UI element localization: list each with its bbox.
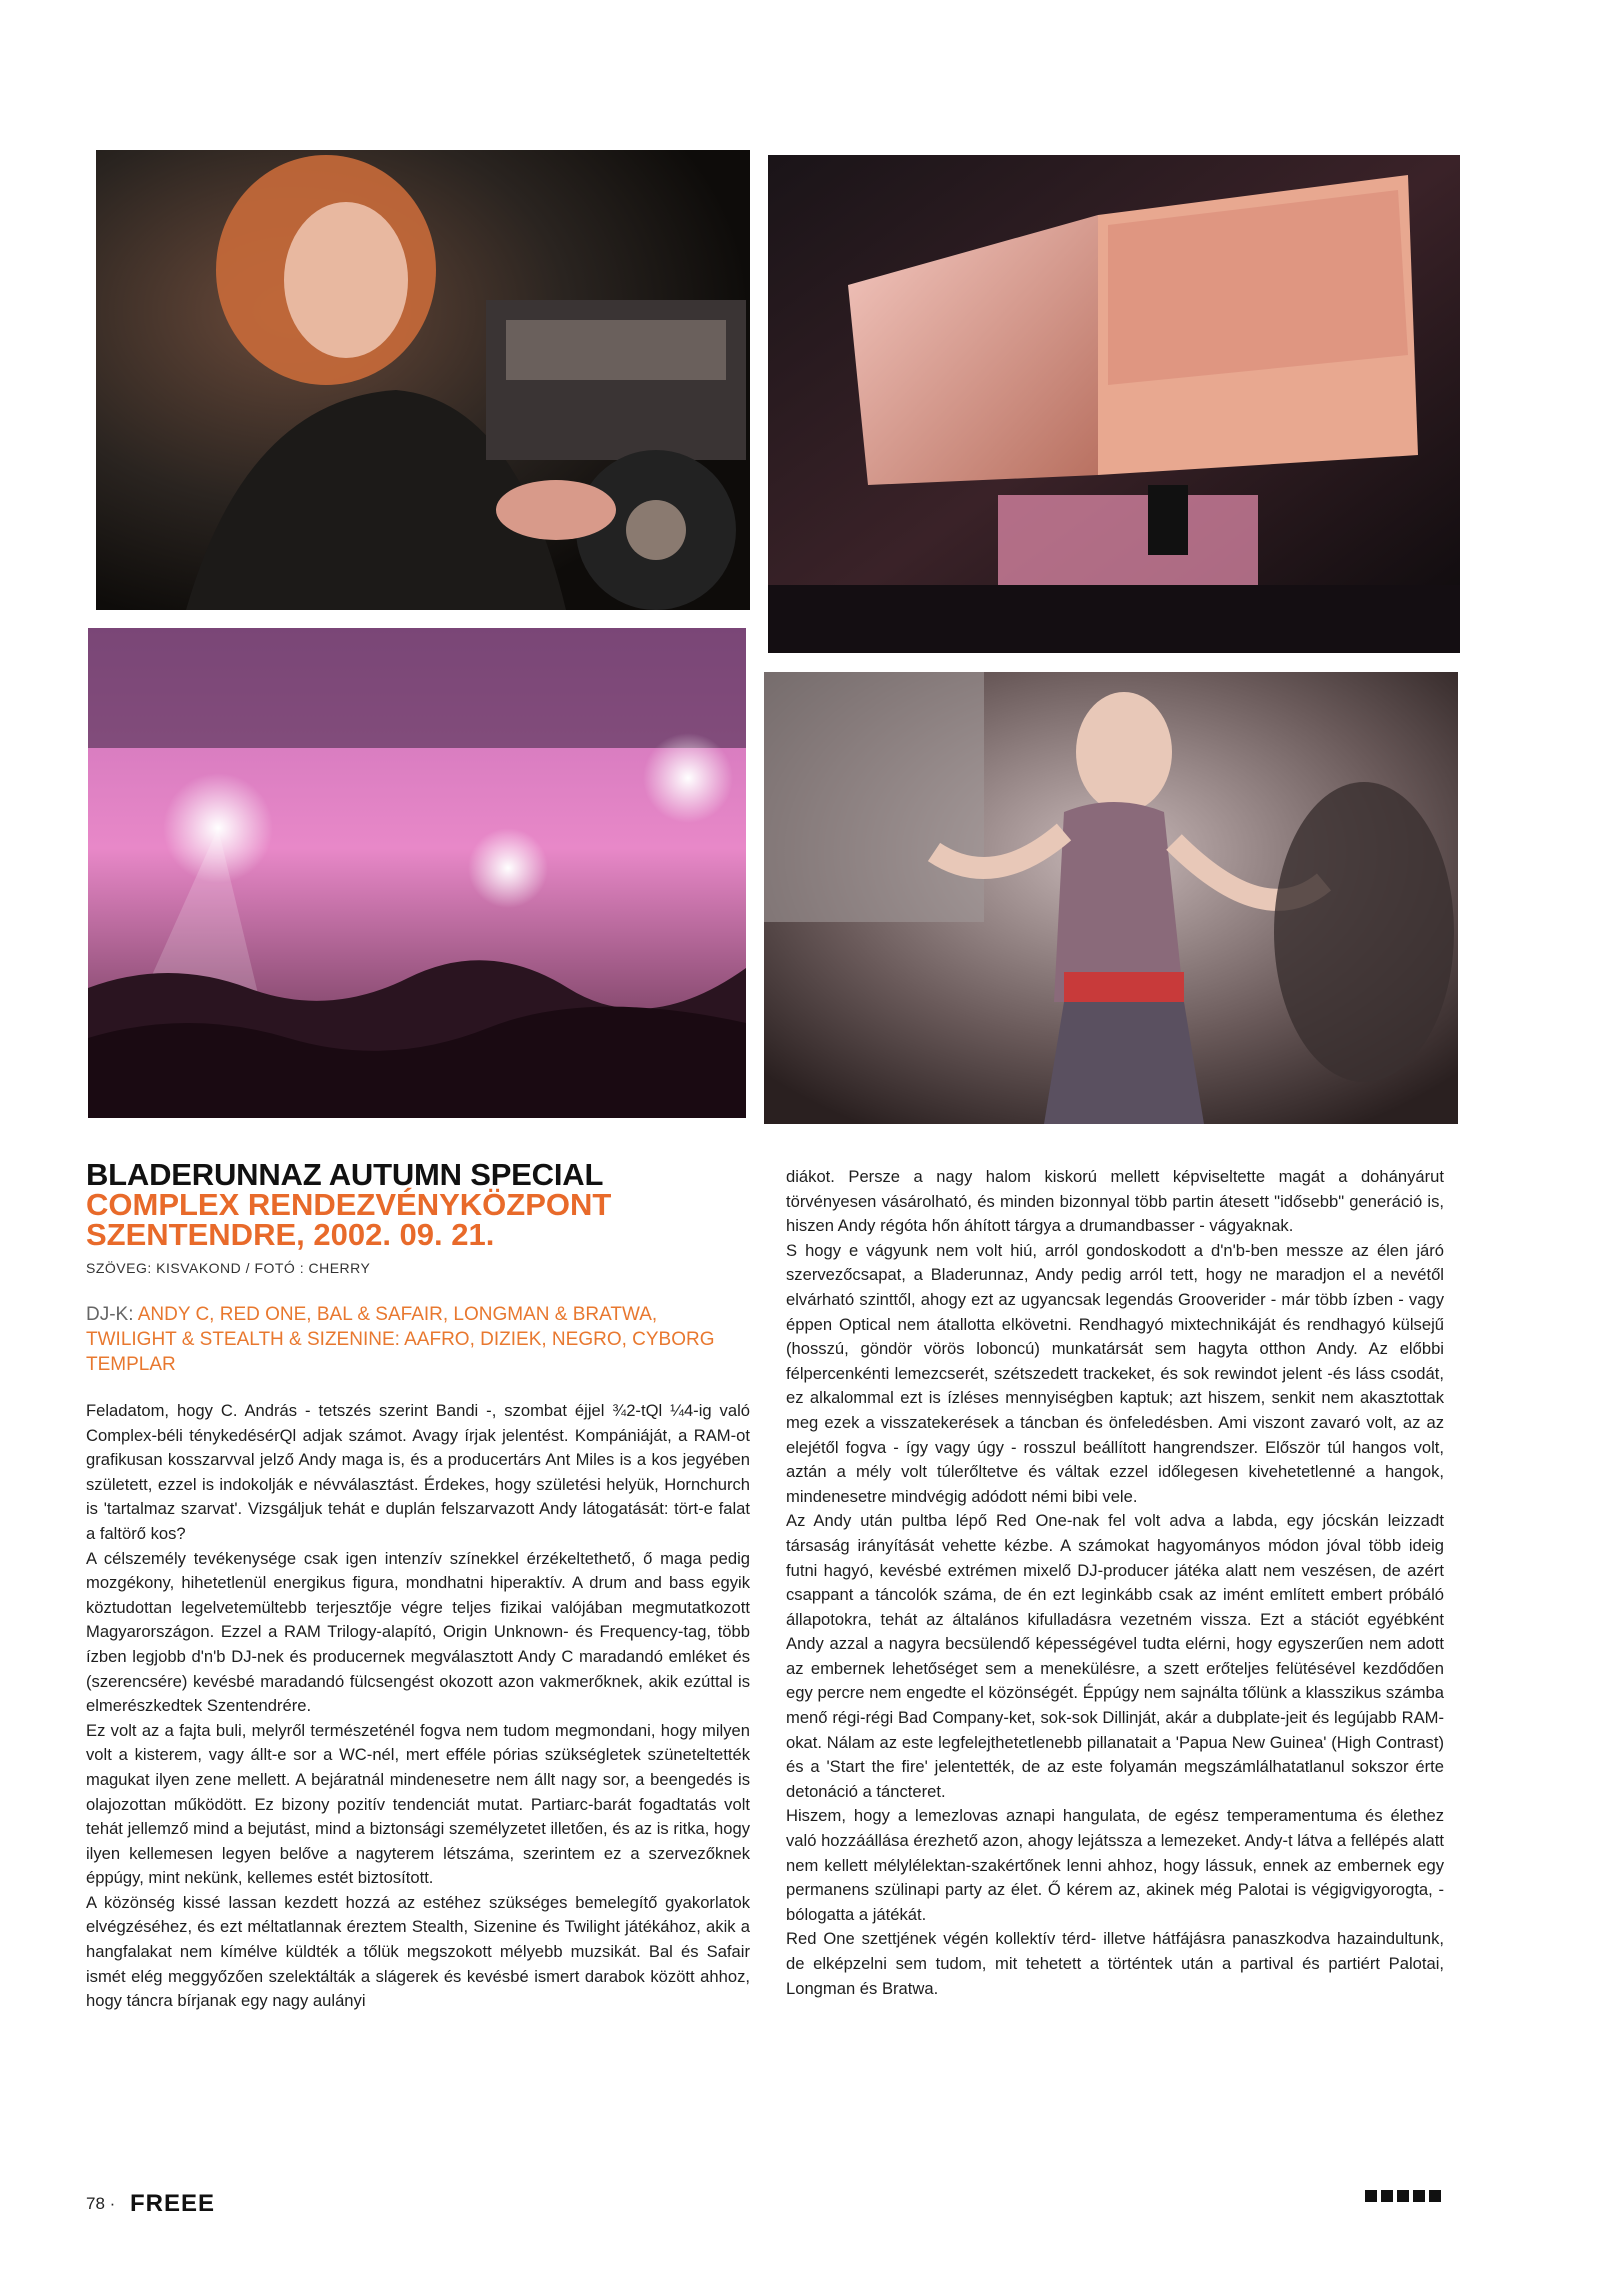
end-mark-squares	[1365, 2190, 1441, 2202]
photo-dancer	[764, 672, 1458, 1124]
square-icon	[1429, 2190, 1441, 2202]
article-credits: SZÖVEG: KISVAKOND / FOTÓ : CHERRY	[86, 1260, 371, 1276]
square-icon	[1397, 2190, 1409, 2202]
article-body-right	[786, 1165, 1444, 2001]
page-number: 78 ·	[86, 2194, 116, 2213]
article-right-column	[786, 1165, 1444, 2001]
article-venue: COMPLEX RENDEZVÉNYKÖZPONT	[86, 1187, 612, 1222]
square-icon	[1413, 2190, 1425, 2202]
article-body-left	[86, 1399, 750, 2014]
photo-crowd-lights	[88, 628, 746, 1118]
square-icon	[1381, 2190, 1393, 2202]
paragraph: Red One szettjének végén kollektív térd- illetve hátfájásra panaszkodva hazaindultunk, de elképzelni sem tudom, mit tehetett a történtek után a partival és partiért Palotai, Longman és Bratwa.	[786, 1929, 1444, 1998]
paragraph: Ez volt az a fajta buli, melyről természeténél fogva nem tudom megmondani, hogy milyen volt a kisterem, vagy állt-e sor a WC-nél, mert efféle pórias szükségletek szüneteltették magukat ilyen zene mellett. A bejáratnál mindenesetre nem állt nagy sor, a beengedés is olajozottan működött. Ez bizony pozitív tendenciát mutat. Partiarc-barát fogadtatás volt tehát jellemző mind a bejutást, mind a biztonsági személyzetet illetően, és az is ritka, hogy ilyen kellemesen legyen belőve a nagyterem létszáma, szerintem ez a szervezőknek éppúgy, mint nekünk, kellemes estét biztosított.	[86, 1720, 750, 1888]
paragraph: Feladatom, hogy C. András - tetszés szerint Bandi -, szombat éjjel ¾2-tQl ¼4-ig való Complex-béli ténykedésérQl adjak számot. Avagy írjak jelentést. Kompániáját, a RAM-ot grafikusan kosszarvval jelző Andy maga is, és a producertárs Ant Miles is a kos jegyében született, ezzel is indokolják e névválasztást. Érdekes, hogy születési helyük, Hornchurch is 'tartalmaz szarvat'. Vizsgáljuk tehát e duplán felszarvazott Andy látogatását: tört-e falat a faltörő kos?	[86, 1401, 750, 1543]
photo-stage-projection	[768, 155, 1460, 653]
paragraph: diákot. Persze a nagy halom kiskorú mellett képviseltette magát a dohányárut törvényesen vásárolható, és minden bizonnyal több partin átesett "idősebb" generáció is, hiszen Andy régóta hőn áhított tárgya a drumandbasser - vágyaknak.	[786, 1167, 1444, 1236]
paragraph: Az Andy után pultba lépő Red One-nak fel volt adva a labda, egy jócskán leizzadt társaság irányítását vehette kézbe. A számokat hagyományos módon jóval több ideig futni hagyó, kevésbé extrémen mixelő DJ-producer játéka alatt nem veszésen, de azért csappant a táncolók száma, de én ezt leginkább csak az imént említett embert próbáló állapotokra, tehát az általános kifulladásra vezetném vissza. Ezt a stációt egyébként Andy azzal a nagyra becsülendő képességével tudta elérni, hogy egyszerűen nem adott az embernek lehetőséget sem a menekülésre, a szett erőteljes felütésével kezdődően egy percre nem engedte el közönségét. Éppúgy nem sajnálta tőlünk a klasszikus számba menő régi-régi Bad Company-ket, sok-sok Dillinját, akár a dubplate-jeit és legújabb RAM-okat. Nálam az este legfelejthetetlenebb pillanatait a 'Papua New Guinea' (High Contrast) és a 'Start the fire' jelentették, de az este folyamán megszámlálhatatlanul sokszor érte detonáció a táncteret.	[786, 1511, 1444, 1801]
photo-dj-at-decks	[96, 150, 750, 610]
article-left-column	[86, 1157, 750, 2014]
paragraph: S hogy e vágyunk nem volt hiú, arról gondoskodott a d'n'b-ben messze az élen járó szervezőcsapat, a Bladerunnaz, Andy pedig arról tett, hogy ne maradjon el a nevétől elvárható szinttől, ahogy ezt az ugyancsak legendás Grooverider - már több ízben - vagy éppen Optical nem átallotta elkövetni. Rendhagyó mixtechnikáját és rendhagyó külsejű (hosszú, göndör vörös loboncú) munkatársát sem hagyta otthon Andy. Az előbbi félpercenkénti lemezcserét, szétszedett trackeket, és sok rewindot jelent -és láss csodát, ez alkalommal ezt is ízléses mennyiségben kaptuk; azt hiszem, senkit nem akasztottak meg ezek a visszatekerések a táncban és önfeledésben. Ami viszont zavaró volt, az az elejétől fogva - így vagy úgy - rosszul beállított hangrendszer. Először túl hangos volt, aztán a mély volt túlerőltetve és váltak ezzel időlegesen kivehetetlenné a hangok, mindenesetre mindvégig adódott némi bibi vele.	[786, 1240, 1444, 1506]
paragraph: Hiszem, hogy a lemezlovas aznapi hangulata, de egész temperamentuma és élethez való hozzáállása érezhető azon, ahogy lejátssza a lemezeket. Andy-t látva a fellépés alatt nem kellett mélylélektan-szakértőnek lenni ahhoz, hogy lássuk, ennek az embernek egy permanens szülinapi party az élet. Ő kérem az, akinek még Palotai is végigvigyorogta, -bólogatta a játékát.	[786, 1806, 1444, 1924]
article-date: SZENTENDRE, 2002. 09. 21.	[86, 1217, 495, 1252]
article-title: BLADERUNNAZ AUTUMN SPECIAL	[86, 1157, 604, 1192]
dj-lineup	[86, 1302, 750, 1377]
dj-list: ANDY C, RED ONE, BAL & SAFAIR, LONGMAN & BRATWA, TWILIGHT & STEALTH & SIZENINE: AAFRO, DIZIEK, NEGRO, CYBORG TEMPLAR	[86, 1304, 715, 1375]
magazine-logo: FREEE	[130, 2190, 216, 2217]
paragraph: A célszemély tevékenysége csak igen intenzív színekkel érzékeltethető, ő maga pedig mozgékony, hihetetlenül energikus figura, mondhatni hiperaktív. A drum and bass egyik köztudottan legelvetemültebb terjesztője végre teljes fizikai valójában megmutatkozott Magyarországon. Ezzel a RAM Trilogy-alapító, Origin Unknown- és Frequency-tag, több ízben legjobb d'n'b DJ-nek és producernek megválasztott Andy C maradandó emléket és (szerencsére) kevésbé maradandó fülcsengést okozott azon vakmerőknek, akik ezúttal is elmerészkedtek Szentendrére.	[86, 1548, 750, 1716]
dj-prefix: DJ-K:	[86, 1304, 134, 1325]
square-icon	[1365, 2190, 1377, 2202]
paragraph: A közönség kissé lassan kezdett hozzá az estéhez szükséges bemelegítő gyakorlatok elvégzéséhez, és ezt méltatlannak éreztem Stealth, Sizenine és Twilight játékához, akik a hangfalakat nem kímélve küldték a tőlük megszokott mélyebb muzsikát. Bal és Safair ismét elég meggyőzően szelektálták a slágerek és kevésbé ismert darabok között ahhoz, hogy táncra bírjanak egy nagy aulányi	[86, 1892, 750, 2011]
